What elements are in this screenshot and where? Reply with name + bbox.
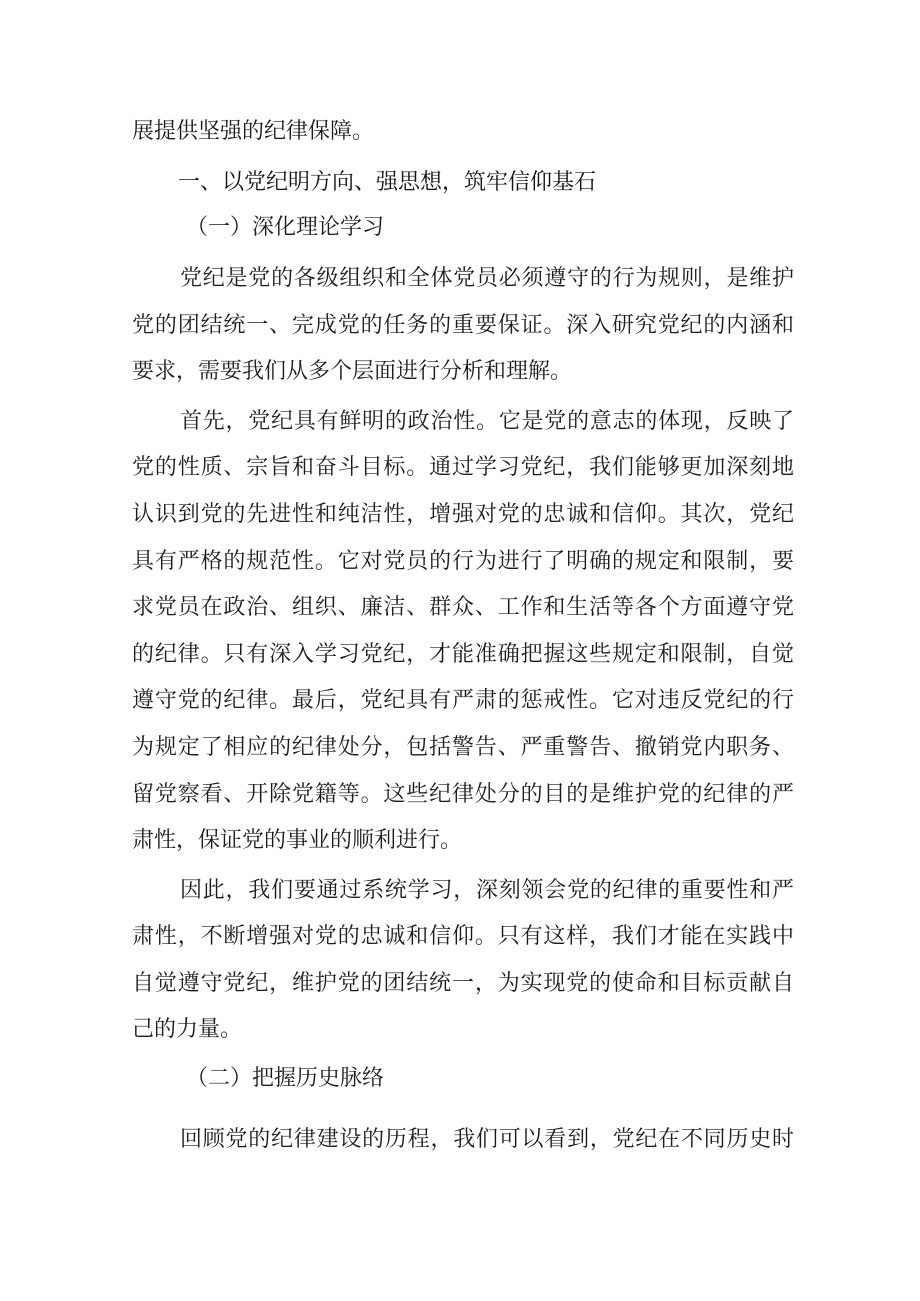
paragraph-3-line: 肃性，不断增强对党的忠诚和信仰。只有这样，我们才能在实践中 (132, 924, 794, 949)
paragraph-1-line: 要求，需要我们从多个层面进行分析和理解。 (132, 359, 573, 384)
paragraph-2-line: 肃性，保证党的事业的顺利进行。 (132, 828, 463, 853)
paragraph-3-line: 因此，我们要通过系统学习，深刻领会党的纪律的重要性和严 (180, 878, 794, 903)
paragraph-2-line: 留党察看、开除党籍等。这些纪律处分的目的是维护党的纪律的严 (132, 782, 794, 807)
subsection-heading-1: （一）深化理论学习 (186, 215, 385, 240)
paragraph-2-line: 求党员在政治、组织、廉洁、群众、工作和生活等各个方面遵守党 (132, 595, 794, 620)
paragraph-3-line: 自觉遵守党纪，维护党的团结统一，为实现党的使命和目标贡献自 (132, 971, 794, 996)
subsection-heading-2: （二）把握历史脉络 (186, 1066, 385, 1091)
paragraph-1-line: 党的团结统一、完成党的任务的重要保证。深入研究党纪的内涵和 (132, 313, 794, 338)
paragraph-3-line: 己的力量。 (132, 1017, 243, 1042)
paragraph-2-line: 党的性质、宗旨和奋斗目标。通过学习党纪，我们能够更加深刻地 (132, 455, 794, 480)
paragraph-4-line: 回顾党的纪律建设的历程，我们可以看到，党纪在不同历史时 (180, 1127, 794, 1152)
section-heading: 一、以党纪明方向、强思想，筑牢信仰基石 (178, 170, 597, 195)
paragraph-2-line: 首先，党纪具有鲜明的政治性。它是党的意志的体现，反映了 (180, 409, 794, 434)
paragraph-2-line: 的纪律。只有深入学习党纪，才能准确把握这些规定和限制，自觉 (132, 642, 794, 667)
paragraph-1-line: 党纪是党的各级组织和全体党员必须遵守的行为规则，是维护 (180, 266, 794, 291)
paragraph-2-line: 为规定了相应的纪律处分，包括警告、严重警告、撤销党内职务、 (132, 735, 794, 760)
paragraph-2-line: 具有严格的规范性。它对党员的行为进行了明确的规定和限制，要 (132, 549, 794, 574)
paragraph-fragment: 展提供坚强的纪律保障。 (132, 119, 375, 144)
paragraph-2-line: 认识到党的先进性和纯洁性，增强对党的忠诚和信仰。其次，党纪 (132, 502, 794, 527)
paragraph-2-line: 遵守党的纪律。最后，党纪具有严肃的惩戒性。它对违反党纪的行 (132, 688, 794, 713)
